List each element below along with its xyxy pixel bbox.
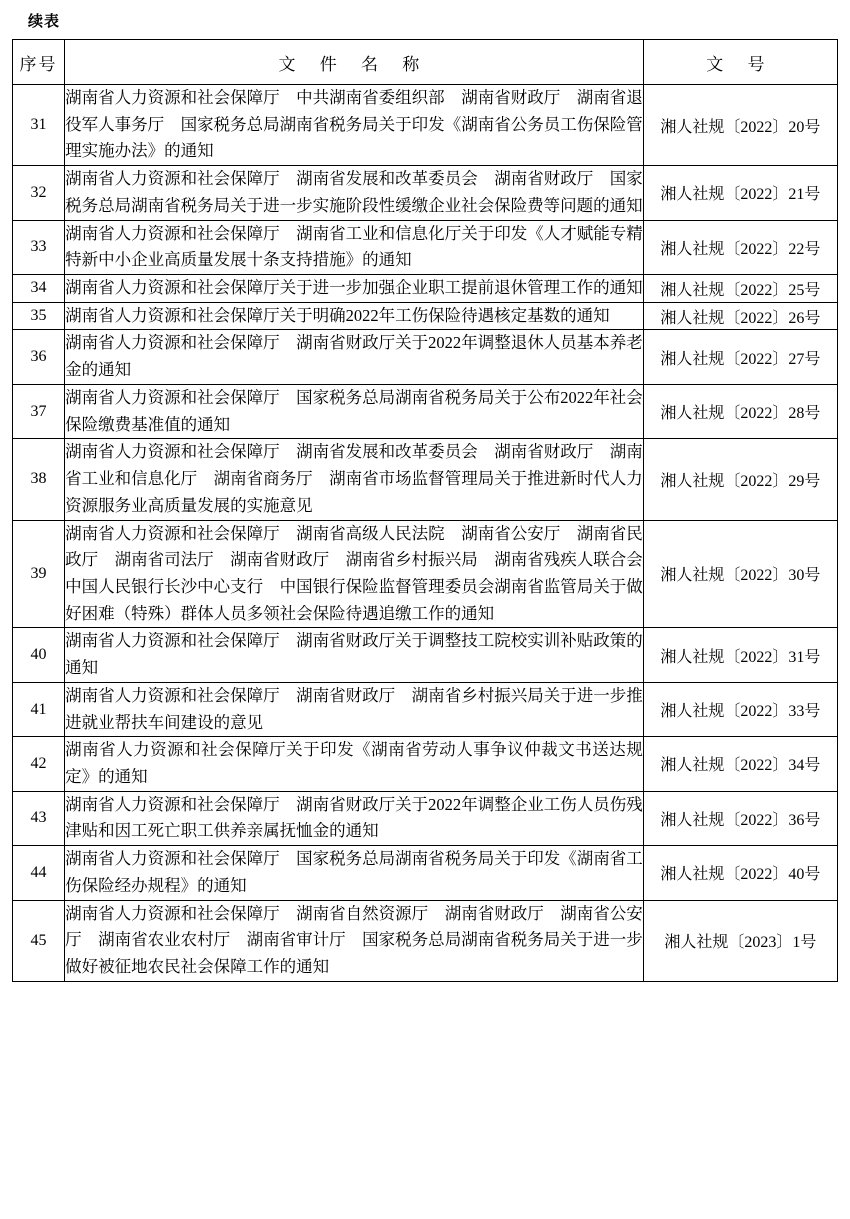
cell-document-name: 湖南省人力资源和社会保障厅关于进一步加强企业职工提前退休管理工作的通知 xyxy=(65,275,644,303)
cell-sequence: 43 xyxy=(13,791,65,845)
regulation-documents-table xyxy=(12,39,838,982)
column-header-document-number: 文 号 xyxy=(643,40,837,85)
table-row xyxy=(13,166,838,220)
cell-document-number: 湘人社规〔2022〕40号 xyxy=(643,846,837,900)
cell-document-name: 湖南省人力资源和社会保障厅 国家税务总局湖南省税务局关于公布2022年社会保险缴费基准值的通知 xyxy=(65,384,644,438)
table-row xyxy=(13,302,838,330)
table-row xyxy=(13,330,838,384)
continued-table-label: 续表 xyxy=(28,12,61,30)
cell-sequence: 38 xyxy=(13,439,65,520)
table-header xyxy=(13,40,838,85)
cell-document-number: 湘人社规〔2022〕20号 xyxy=(643,85,837,166)
cell-sequence: 45 xyxy=(13,900,65,981)
cell-sequence: 31 xyxy=(13,85,65,166)
cell-sequence: 42 xyxy=(13,737,65,791)
cell-document-number: 湘人社规〔2022〕31号 xyxy=(643,628,837,682)
table-row xyxy=(13,384,838,438)
cell-document-name: 湖南省人力资源和社会保障厅 湖南省发展和改革委员会 湖南省财政厅 国家税务总局湖南省税务局关于进一步实施阶段性缓缴企业社会保险费等问题的通知 xyxy=(65,166,644,220)
cell-document-number: 湘人社规〔2022〕27号 xyxy=(643,330,837,384)
cell-sequence: 34 xyxy=(13,275,65,303)
cell-document-name: 湖南省人力资源和社会保障厅 国家税务总局湖南省税务局关于印发《湖南省工伤保险经办规程》的通知 xyxy=(65,846,644,900)
cell-document-name: 湖南省人力资源和社会保障厅 中共湖南省委组织部 湖南省财政厅 湖南省退役军人事务厅 国家税务总局湖南省税务局关于印发《湖南省公务员工伤保险管理实施办法》的通知 xyxy=(65,85,644,166)
table-row xyxy=(13,682,838,736)
column-header-document-name: 文 件 名 称 xyxy=(65,40,644,85)
cell-document-number: 湘人社规〔2022〕36号 xyxy=(643,791,837,845)
cell-document-number: 湘人社规〔2023〕1号 xyxy=(643,900,837,981)
cell-document-number: 湘人社规〔2022〕22号 xyxy=(643,220,837,274)
table-body xyxy=(13,85,838,982)
cell-document-name: 湖南省人力资源和社会保障厅 湖南省工业和信息化厅关于印发《人才赋能专精特新中小企业高质量发展十条支持措施》的通知 xyxy=(65,220,644,274)
cell-sequence: 37 xyxy=(13,384,65,438)
cell-document-name: 湖南省人力资源和社会保障厅 湖南省自然资源厅 湖南省财政厅 湖南省公安厅 湖南省农业农村厅 湖南省审计厅 国家税务总局湖南省税务局关于进一步做好被征地农民社会保障工作的通知 xyxy=(65,900,644,981)
cell-document-number: 湘人社规〔2022〕21号 xyxy=(643,166,837,220)
table-header-row xyxy=(13,40,838,85)
table-row xyxy=(13,900,838,981)
cell-document-number: 湘人社规〔2022〕29号 xyxy=(643,439,837,520)
table-row xyxy=(13,85,838,166)
cell-document-name: 湖南省人力资源和社会保障厅关于明确2022年工伤保险待遇核定基数的通知 xyxy=(65,302,644,330)
table-row xyxy=(13,220,838,274)
cell-document-number: 湘人社规〔2022〕26号 xyxy=(643,302,837,330)
cell-document-name: 湖南省人力资源和社会保障厅关于印发《湖南省劳动人事争议仲裁文书送达规定》的通知 xyxy=(65,737,644,791)
cell-sequence: 44 xyxy=(13,846,65,900)
cell-document-number: 湘人社规〔2022〕28号 xyxy=(643,384,837,438)
cell-document-number: 湘人社规〔2022〕33号 xyxy=(643,682,837,736)
table-row xyxy=(13,791,838,845)
column-header-sequence: 序号 xyxy=(13,40,65,85)
table-row xyxy=(13,520,838,628)
cell-document-name: 湖南省人力资源和社会保障厅 湖南省财政厅 湖南省乡村振兴局关于进一步推进就业帮扶车间建设的意见 xyxy=(65,682,644,736)
cell-sequence: 39 xyxy=(13,520,65,628)
cell-document-name: 湖南省人力资源和社会保障厅 湖南省财政厅关于2022年调整企业工伤人员伤残津贴和因工死亡职工供养亲属抚恤金的通知 xyxy=(65,791,644,845)
cell-document-name: 湖南省人力资源和社会保障厅 湖南省高级人民法院 湖南省公安厅 湖南省民政厅 湖南省司法厅 湖南省财政厅 湖南省乡村振兴局 湖南省残疾人联合会 中国人民银行长沙中心支行 中国银行保险监督管理委员会湖南省监管局关于做好困难（特殊）群体人员多领社会保险待遇追缴工作的通知 xyxy=(65,520,644,628)
cell-document-number: 湘人社规〔2022〕30号 xyxy=(643,520,837,628)
cell-sequence: 40 xyxy=(13,628,65,682)
cell-document-number: 湘人社规〔2022〕25号 xyxy=(643,275,837,303)
cell-document-name: 湖南省人力资源和社会保障厅 湖南省财政厅关于2022年调整退休人员基本养老金的通知 xyxy=(65,330,644,384)
cell-sequence: 33 xyxy=(13,220,65,274)
cell-sequence: 32 xyxy=(13,166,65,220)
table-row xyxy=(13,846,838,900)
table-row xyxy=(13,737,838,791)
cell-sequence: 36 xyxy=(13,330,65,384)
table-row xyxy=(13,275,838,303)
table-row xyxy=(13,628,838,682)
cell-document-name: 湖南省人力资源和社会保障厅 湖南省发展和改革委员会 湖南省财政厅 湖南省工业和信息化厅 湖南省商务厅 湖南省市场监督管理局关于推进新时代人力资源服务业高质量发展的实施意见 xyxy=(65,439,644,520)
cell-document-name: 湖南省人力资源和社会保障厅 湖南省财政厅关于调整技工院校实训补贴政策的通知 xyxy=(65,628,644,682)
cell-sequence: 41 xyxy=(13,682,65,736)
cell-document-number: 湘人社规〔2022〕34号 xyxy=(643,737,837,791)
table-row xyxy=(13,439,838,520)
cell-sequence: 35 xyxy=(13,302,65,330)
